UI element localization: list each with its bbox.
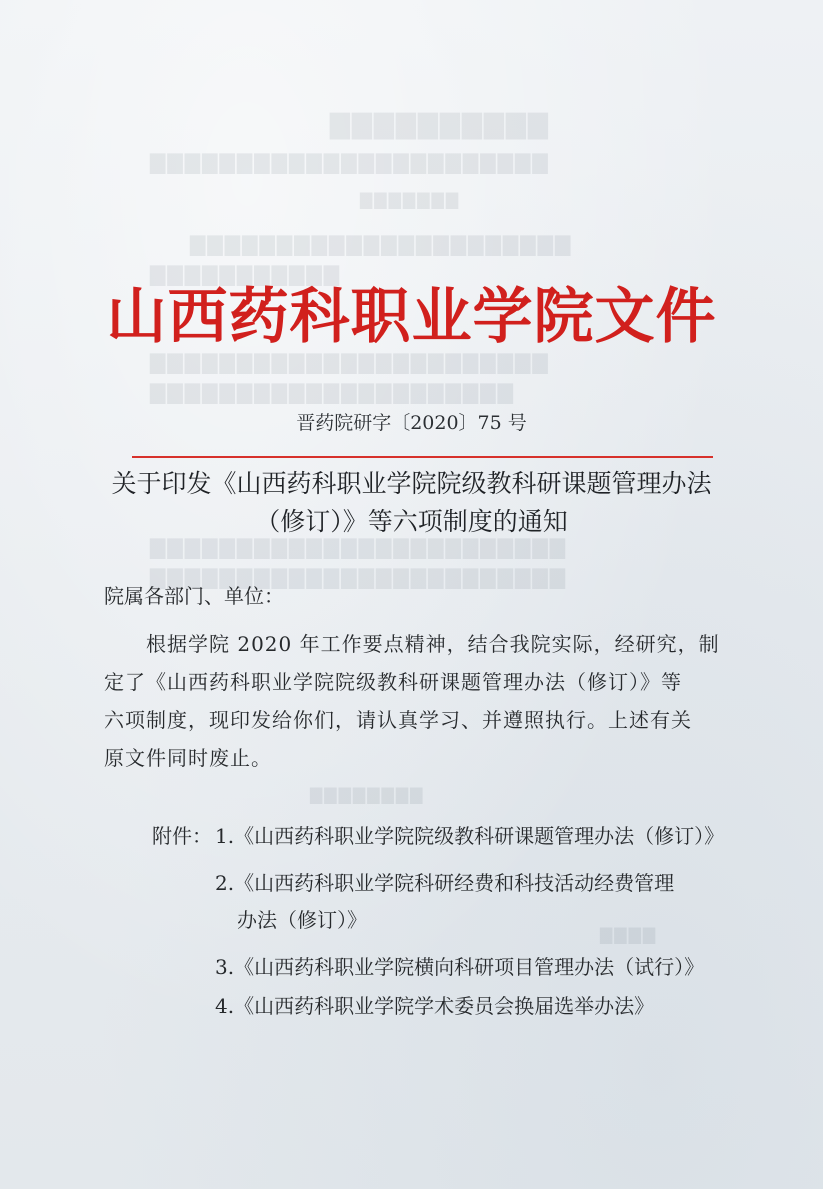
red-divider-line [132, 456, 713, 458]
attachment-number: 1. [215, 824, 235, 848]
body-line-3: 六项制度，现印发给你们，请认真学习、并遵照执行。上述有关 [104, 708, 692, 732]
attachment-text: 《山西药科职业学院横向科研项目管理办法（试行）》 [234, 955, 705, 979]
attachment-item-1 [215, 823, 724, 849]
attachment-number: 4. [215, 994, 235, 1018]
attachment-text: 《山西药科职业学院科研经费和科技活动经费管理 [234, 871, 675, 895]
document-number: 晋药院研字〔2020〕75 号 [296, 412, 527, 434]
body-line-2: 定了《山西药科职业学院院级教科研课题管理办法（修订）》等 [104, 670, 682, 694]
attachment-item-2-continued: 办法（修订）》 [237, 908, 367, 932]
attachment-text: 《山西药科职业学院学术委员会换届选举办法》 [234, 994, 655, 1018]
notice-title-line-1: 关于印发《山西药科职业学院院级教科研课题管理办法 [111, 469, 712, 498]
body-line-4: 原文件同时废止。 [104, 746, 272, 770]
attachment-item-4 [215, 993, 654, 1019]
attachment-number: 2. [215, 871, 235, 895]
attachment-number: 3. [215, 955, 235, 979]
attachments-label: 附件： [152, 824, 212, 848]
document-header-title: 山西药科职业学院文件 [106, 282, 717, 352]
attachment-item-2 [215, 870, 674, 896]
notice-title-line-2: （修订）》等六项制度的通知 [255, 507, 568, 536]
attachment-text: 《山西药科职业学院院级教科研课题管理办法（修订）》 [234, 824, 725, 848]
body-line-1: 根据学院 2020 年工作要点精神，结合我院实际，经研究，制 [146, 632, 720, 656]
body-paragraph [104, 625, 724, 777]
paper-show-through: ▇▇▇▇▇▇▇▇▇▇ ▇▇▇▇▇▇▇▇▇▇▇▇▇▇▇▇▇▇▇▇▇▇▇ ▇▇▇▇▇▇▇ ▇▇▇▇▇▇▇▇▇▇▇▇▇▇▇▇▇▇▇▇▇▇ ▇▇▇▇▇▇▇▇▇▇▇ ▇▇▇▇▇▇▇▇▇▇▇▇▇▇▇▇▇▇▇▇▇▇▇ ▇▇▇▇▇▇▇▇▇▇▇▇▇▇▇▇▇▇▇▇▇ ▇▇▇▇▇▇▇▇▇▇▇▇▇▇▇▇▇▇▇▇▇▇▇▇ ▇▇▇▇▇▇▇▇▇▇▇▇▇▇▇▇▇▇▇▇▇▇▇▇ ▇▇▇▇▇▇▇▇ ▇▇▇▇ [150, 110, 658, 944]
attachment-item-3 [215, 954, 704, 980]
notice-title [0, 465, 823, 541]
salutation: 院属各部门、单位： [104, 584, 284, 608]
